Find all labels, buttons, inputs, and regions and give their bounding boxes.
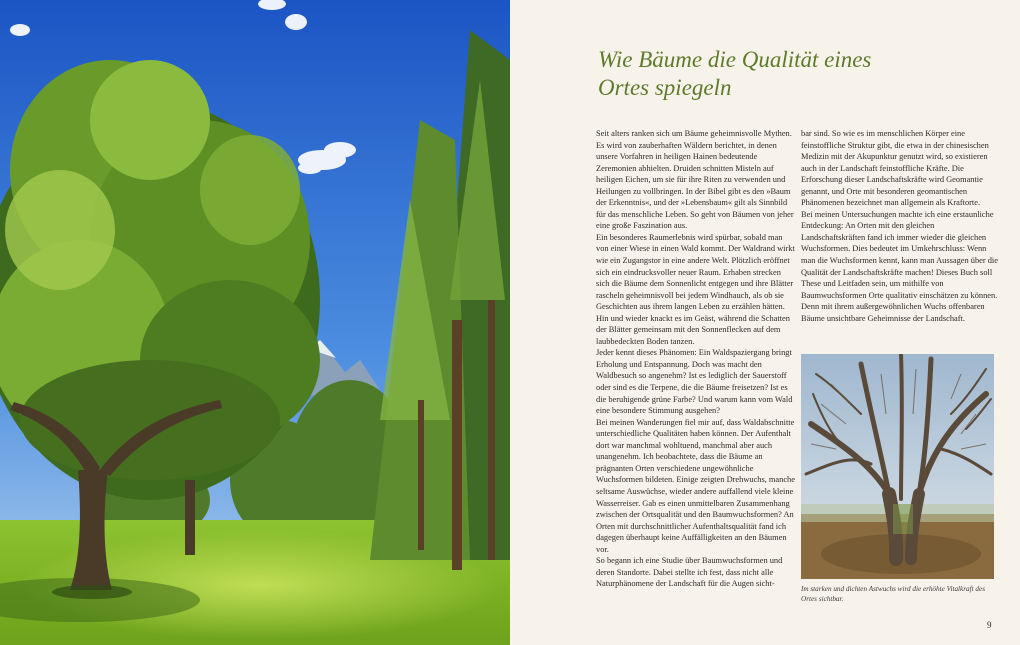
paragraph: Bei meinen Untersuchungen machte ich eine erstaunliche Entdeckung: An Orten mit den gleichen Landschaftskräften fand ich immer wieder die gleichen Wuchsformen. Dies bedeutet im Umkehrschluss: Wenn man die Wuchsformen kennt, kann man Aussagen über die Qualität der Landschaftskräfte machen! Dieses Buch soll These und Leitfaden sein, um mithilfe von Baumwuchsformen Orte qualitativ einschätzen zu können. Denn mit ihrem außergewöhnlichen Wuchs offenbaren Bäume unsichtbare Geheimnisse der Landschaft. (801, 209, 998, 323)
paragraph: bar sind. So wie es im menschlichen Körper eine feinstoffliche Struktur gibt, die etwa in der chinesischen Medizin mit der Akupunktur genutzt wird, so existieren auch in der Landschaft feinstoffliche Kräfte. Die Erforschung dieser Landschaftskräfte wird Geomantie genannt, und Orte mit besonderen geomantischen Phänomenen bezeichnet man allgemein als Kraftorte. (801, 129, 989, 208)
paragraph: Ein besonderes Raumerlebnis wird spürbar, sobald man von einer Wiese in einen Wald kommt. Der Waldrand wirkt wie ein Zugangstor in eine andere Welt. Plötzlich eröffnet sich ein eindrucksvoller neuer Raum. Erhaben strecken sich die Bäume dem Sonnenlicht entgegen und ihre Blätter rascheln geheimnisvoll bei jedem Windhauch, als ob sie Geschichten aus ihrem langen Leben zu erzählen hätten. Hin und wieder knackt es im Geäst, während die Schatten der Blätter gemeinsam mit den Sonnenflecken auf dem laubbedeckten Boden tanzen. (596, 232, 795, 346)
text-page (510, 0, 1020, 645)
photo-caption: Im starken und dichten Astwuchs wird die erhöhte Vitalkraft des Ortes sichtbar. (801, 585, 985, 603)
paragraph: So begann ich eine Studie über Baumwuchsformen und deren Standorte. Dabei stellte ich fest, dass nicht alle Naturphänomene der Landschaft für die Augen sicht- (596, 556, 783, 589)
page-title (598, 46, 998, 102)
text-column-left (596, 128, 795, 590)
text-column-right (801, 128, 1000, 324)
page-title-line-2: Ortes spiegeln (598, 75, 732, 100)
page-title-line-1: Wie Bäume die Qualität eines (598, 47, 872, 72)
paragraph: Seit alters ranken sich um Bäume geheimnisvolle Mythen. Es wird von zauberhaften Wäldern berichtet, in denen unsere Vorfahren in heiligen Hainen bedeutende Zeremonien abhielten. Druiden schnitten Misteln auf heiligen Eichen, um sie für ihre Riten zu verwenden und Heilungen zu vollbringen. In der Bibel gibt es den »Baum der Erkenntnis«, und der »Lebensbaum« gilt als Sinnbild für das menschliche Leben. So geht von Bäumen von jeher eine große Faszination aus. (596, 129, 794, 231)
paragraph: Bei meinen Wanderungen fiel mir auf, dass Waldabschnitte unterschiedliche Qualitäten haben können. Der Aufenthalt dort war manchmal wohltuend, manchmal aber auch unangenehm. Ich beobachtete, dass die Bäume an prägnanten Orten verschiedene ungewöhnliche Wuchsformen bildeten. Einige zeigten Drehwuchs, manche seltsame Auswüchse, wieder andere auffallend viele kleine Wasserreiser. Gab es einen unmittelbaren Zusammenhang zwischen der Ortsqualität und den Baumwuchsformen? An Orten mit durchschnittlicher Aufenthaltsqualität fand ich dagegen überhaupt keine Auffälligkeiten an den Bäumen vor. (596, 417, 795, 554)
page-number: 9 (987, 620, 992, 630)
paragraph: Jeder kennt dieses Phänomen: Ein Waldspaziergang bringt Erholung und Entspannung. Doch was macht den Waldbesuch so angenehm? Ist es lediglich der Sauerstoff oder sind es die Terpene, die die Bäume freisetzen? Ist es die beruhigende grüne Farbe? Und warum kann vom Wald eine besondere Stimmung ausgehen? (596, 348, 793, 416)
beech-tree-photo (801, 354, 994, 579)
